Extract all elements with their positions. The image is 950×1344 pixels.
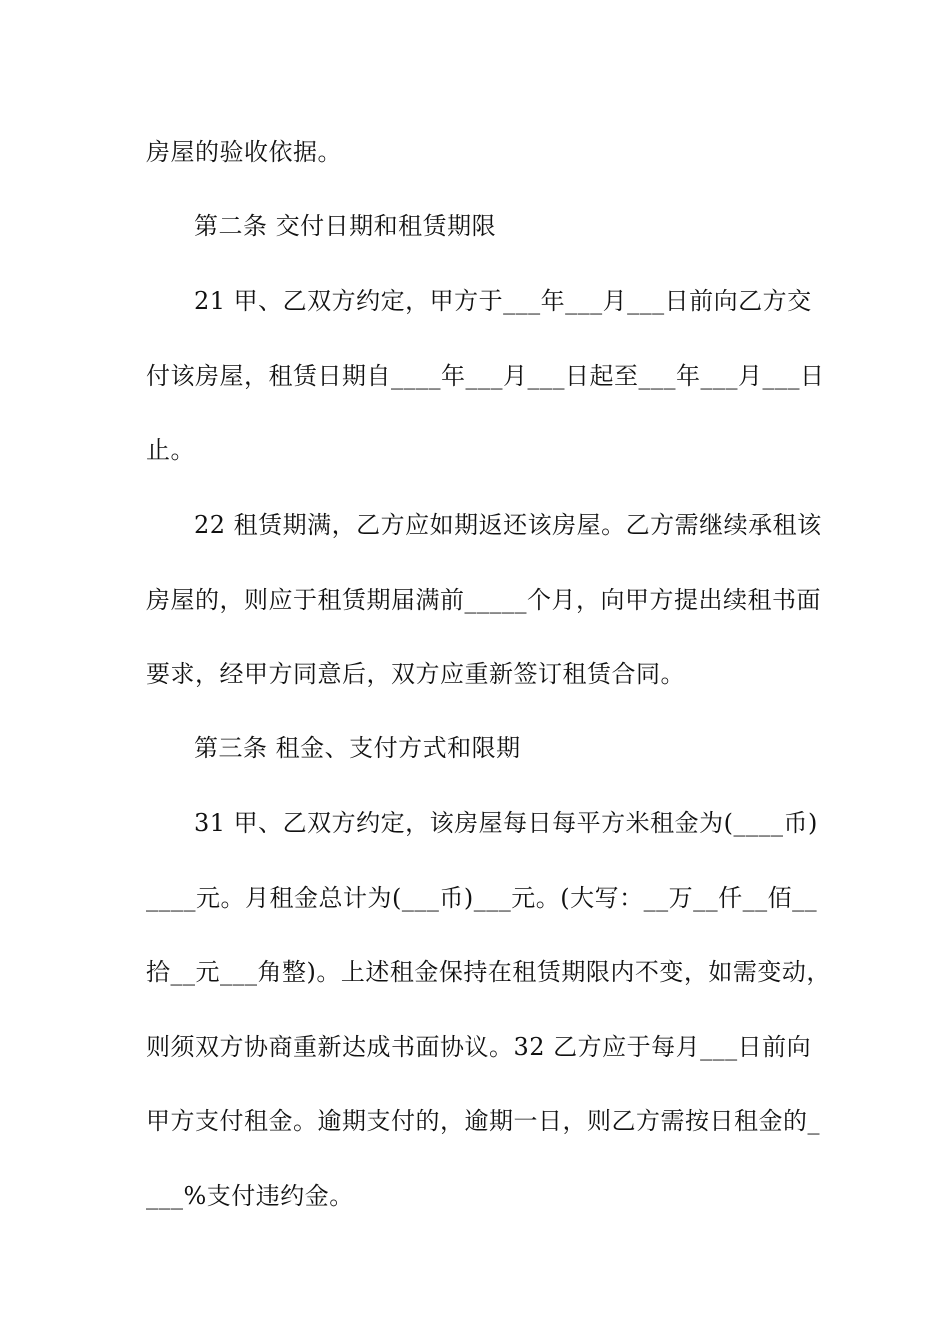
text-line: 房屋的，则应于租赁期届满前_____个月，向甲方提出续租书面 xyxy=(146,586,821,614)
section-heading: 第二条 交付日期和租赁期限 xyxy=(194,212,497,240)
text-line: 甲方支付租金。逾期支付的，逾期一日，则乙方需按日租金的_ xyxy=(146,1107,820,1135)
text-line: ____元。月租金总计为(___币)___元。(大写：__万__仟__佰__ xyxy=(146,884,818,912)
text-line: 21 甲、乙双方约定，甲方于___年___月___日前向乙方交 xyxy=(194,287,812,315)
text-line: 31 甲、乙双方约定，该房屋每日每平方米租金为(____币) xyxy=(194,809,818,837)
text-line: 止。 xyxy=(146,436,195,464)
text-line: 要求，经甲方同意后，双方应重新签订租赁合同。 xyxy=(146,660,685,688)
text-line: 付该房屋，租赁日期自____年___月___日起至___年___月___日 xyxy=(146,362,825,390)
text-line: 拾__元___角整)。上述租金保持在租赁期限内不变，如需变动， xyxy=(146,958,831,986)
text-line: ___%支付违约金。 xyxy=(146,1182,354,1210)
text-line: 房屋的验收依据。 xyxy=(146,138,342,166)
section-heading: 第三条 租金、支付方式和限期 xyxy=(194,734,521,762)
text-line: 22 租赁期满，乙方应如期返还该房屋。乙方需继续承租该 xyxy=(194,511,822,539)
text-line: 则须双方协商重新达成书面协议。32 乙方应于每月___日前向 xyxy=(146,1033,812,1061)
